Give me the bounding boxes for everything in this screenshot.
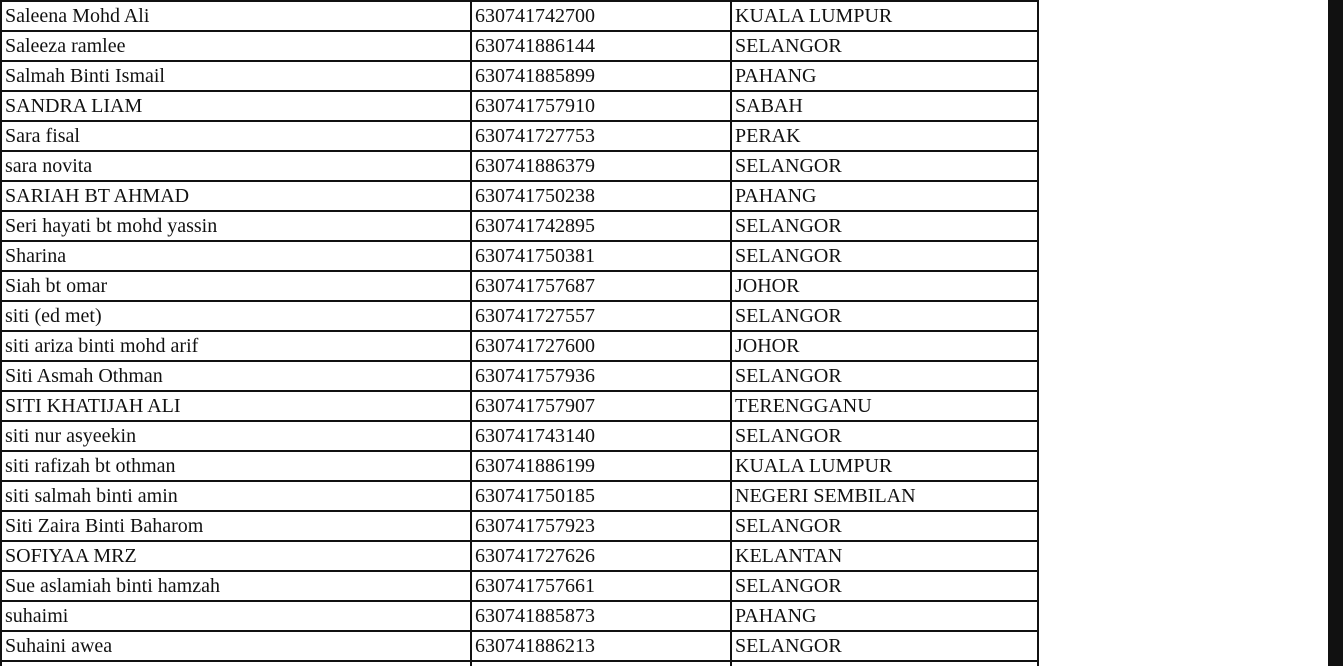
table-row <box>1 421 1038 451</box>
id-cell: 630741742895 <box>471 211 731 241</box>
state-cell: PERAK <box>731 121 1038 151</box>
name-cell: suhaimi <box>1 601 471 631</box>
table-row <box>1 481 1038 511</box>
name-cell: Saleeza ramlee <box>1 31 471 61</box>
name-cell: siti salmah binti amin <box>1 481 471 511</box>
state-cell: SABAH <box>731 91 1038 121</box>
state-cell: KUALA LUMPUR <box>731 1 1038 31</box>
name-cell: sara novita <box>1 151 471 181</box>
id-cell: 630741757910 <box>471 91 731 121</box>
table-row <box>1 391 1038 421</box>
id-cell: 630741742700 <box>471 1 731 31</box>
name-cell: Sharina <box>1 241 471 271</box>
id-cell: 630741750381 <box>471 241 731 271</box>
id-cell: 630741885873 <box>471 601 731 631</box>
state-cell: SELANGOR <box>731 151 1038 181</box>
state-cell: NEGERI SEMBILAN <box>731 481 1038 511</box>
name-cell: siti (ed met) <box>1 301 471 331</box>
name-cell: Saleena Mohd Ali <box>1 1 471 31</box>
table-row <box>1 271 1038 301</box>
table-row <box>1 211 1038 241</box>
name-cell: SANDRA LIAM <box>1 91 471 121</box>
id-cell <box>471 661 731 666</box>
state-cell: PAHANG <box>731 61 1038 91</box>
state-cell: SELANGOR <box>731 211 1038 241</box>
table-row <box>1 181 1038 211</box>
state-cell: SELANGOR <box>731 511 1038 541</box>
state-cell: SELANGOR <box>731 361 1038 391</box>
id-cell: 630741886199 <box>471 451 731 481</box>
id-cell: 630741727600 <box>471 331 731 361</box>
table-row <box>1 571 1038 601</box>
state-cell: KELANTAN <box>731 541 1038 571</box>
id-cell: 630741757907 <box>471 391 731 421</box>
name-cell: Siah bt omar <box>1 271 471 301</box>
state-cell: SELANGOR <box>731 301 1038 331</box>
name-cell: Sue aslamiah binti hamzah <box>1 571 471 601</box>
table-row <box>1 451 1038 481</box>
id-cell: 630741885899 <box>471 61 731 91</box>
table-row <box>1 541 1038 571</box>
name-cell: siti nur asyeekin <box>1 421 471 451</box>
table-row <box>1 301 1038 331</box>
name-cell: Salmah Binti Ismail <box>1 61 471 91</box>
table-row <box>1 361 1038 391</box>
state-cell: SELANGOR <box>731 31 1038 61</box>
name-cell: Siti Asmah Othman <box>1 361 471 391</box>
table-row <box>1 61 1038 91</box>
table-row <box>1 331 1038 361</box>
state-cell: JOHOR <box>731 331 1038 361</box>
id-cell: 630741886379 <box>471 151 731 181</box>
table-row <box>1 121 1038 151</box>
id-cell: 630741886144 <box>471 31 731 61</box>
state-cell <box>731 661 1038 666</box>
name-cell: Suhaini awea <box>1 631 471 661</box>
page-edge-stripe <box>1328 0 1343 666</box>
id-cell: 630741727557 <box>471 301 731 331</box>
name-cell: siti ariza binti mohd arif <box>1 331 471 361</box>
state-cell: PAHANG <box>731 181 1038 211</box>
id-cell: 630741757687 <box>471 271 731 301</box>
records-table-body <box>1 1 1038 666</box>
name-cell: SOFIYAA MRZ <box>1 541 471 571</box>
name-cell: Seri hayati bt mohd yassin <box>1 211 471 241</box>
name-cell: SARIAH BT AHMAD <box>1 181 471 211</box>
name-cell <box>1 661 471 666</box>
state-cell: SELANGOR <box>731 571 1038 601</box>
table-row <box>1 91 1038 121</box>
id-cell: 630741750185 <box>471 481 731 511</box>
state-cell: TERENGGANU <box>731 391 1038 421</box>
table-row <box>1 151 1038 181</box>
id-cell: 630741750238 <box>471 181 731 211</box>
state-cell: KUALA LUMPUR <box>731 451 1038 481</box>
id-cell: 630741743140 <box>471 421 731 451</box>
id-cell: 630741757936 <box>471 361 731 391</box>
table-row <box>1 661 1038 666</box>
table-row <box>1 631 1038 661</box>
state-cell: SELANGOR <box>731 421 1038 451</box>
name-cell: siti rafizah bt othman <box>1 451 471 481</box>
id-cell: 630741727626 <box>471 541 731 571</box>
name-cell: Sara fisal <box>1 121 471 151</box>
name-cell: Siti Zaira Binti Baharom <box>1 511 471 541</box>
table-row <box>1 31 1038 61</box>
state-cell: SELANGOR <box>731 241 1038 271</box>
id-cell: 630741727753 <box>471 121 731 151</box>
name-cell: SITI KHATIJAH ALI <box>1 391 471 421</box>
table-row <box>1 511 1038 541</box>
id-cell: 630741757661 <box>471 571 731 601</box>
id-cell: 630741886213 <box>471 631 731 661</box>
state-cell: SELANGOR <box>731 631 1038 661</box>
table-row <box>1 601 1038 631</box>
state-cell: JOHOR <box>731 271 1038 301</box>
table-row <box>1 241 1038 271</box>
id-cell: 630741757923 <box>471 511 731 541</box>
table-row <box>1 1 1038 31</box>
state-cell: PAHANG <box>731 601 1038 631</box>
